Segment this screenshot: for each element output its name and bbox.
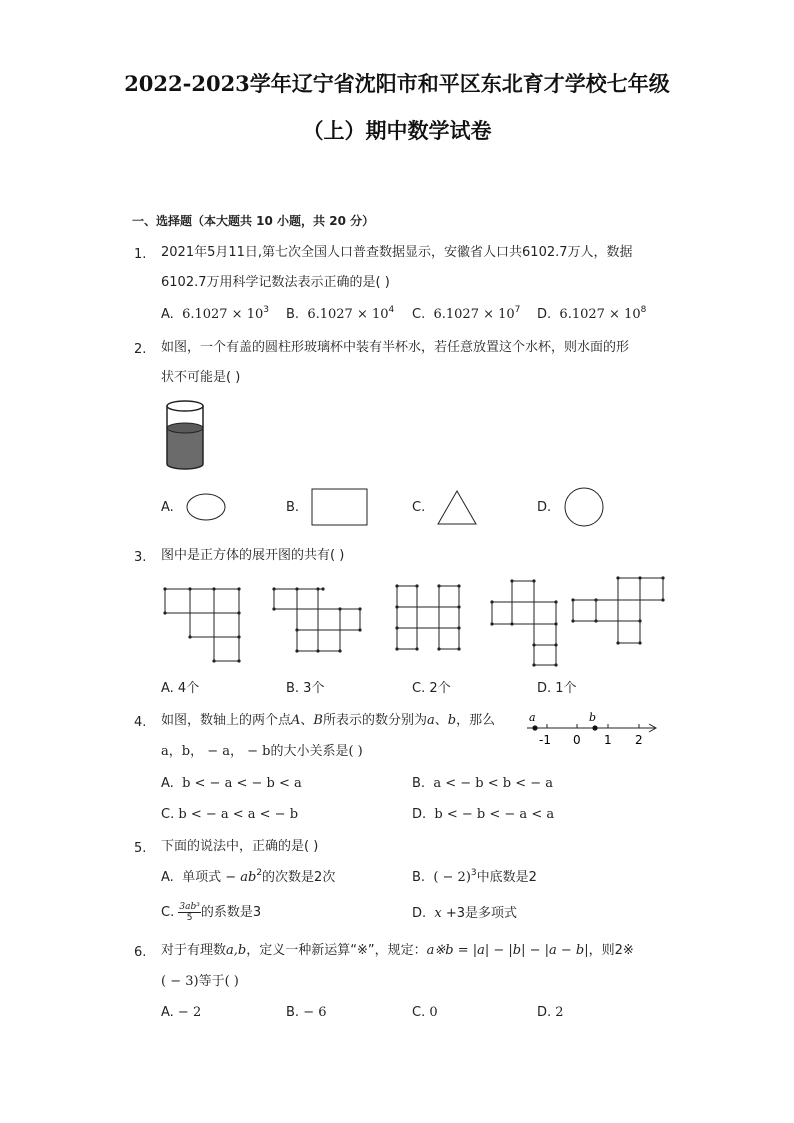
option-d[interactable]: D. 1个 [537, 681, 577, 696]
cube-net-1 [165, 589, 239, 661]
question-text: 6102.7万用科学记数法表示正确的是( ) [161, 275, 390, 290]
net-vertex [554, 600, 557, 603]
option-text: +3是多项式 [441, 906, 518, 921]
option-text: b < − a < a < − b [178, 807, 299, 822]
net-vertex [457, 647, 460, 650]
point-label: B [313, 713, 323, 728]
fraction-denominator: 5 [186, 913, 193, 923]
text-segment: 、 [434, 713, 448, 728]
option-text: b < − a < − b < a [182, 776, 302, 791]
option-text: − 2 [173, 1005, 202, 1020]
variable: x [434, 906, 442, 921]
net-vertex [457, 584, 460, 587]
variable: ab [240, 870, 257, 885]
option-a[interactable] [161, 775, 302, 793]
net-vertex [457, 605, 460, 608]
option-c[interactable]: C. 2个 [412, 681, 451, 696]
option-text: 6.1027 × 10 [433, 307, 515, 322]
option-label: C. [161, 905, 175, 920]
question-text: ( − 3)等于( ) [161, 974, 239, 989]
exponent: 7 [514, 305, 521, 315]
net-vertex [338, 607, 341, 610]
option-label: D. [537, 307, 552, 322]
cube-net-2 [274, 589, 360, 651]
net-vertex [395, 605, 398, 608]
variable: a [427, 713, 435, 728]
net-vertex [188, 587, 191, 590]
option-label: B. [412, 870, 426, 885]
option-label: A. [161, 500, 174, 515]
net-vertex [661, 576, 664, 579]
net-vertex [316, 649, 319, 652]
net-vertex [212, 587, 215, 590]
option-c[interactable] [161, 902, 261, 923]
net-vertex [237, 635, 240, 638]
option-b[interactable]: B. 3个 [286, 681, 325, 696]
net-vertex [437, 584, 440, 587]
net-vertex [212, 659, 215, 662]
net-vertex [272, 607, 275, 610]
text-segment: 如图，数轴上的两个点 [161, 713, 292, 728]
net-vertex [395, 626, 398, 629]
option-label: B. [286, 1005, 300, 1020]
exponent: 4 [388, 305, 395, 315]
option-label: A. [161, 1005, 174, 1020]
net-vertex [295, 628, 298, 631]
point-label: A [291, 713, 301, 728]
option-text: − 6 [299, 1005, 327, 1020]
net-vertex [295, 587, 298, 590]
option-label: B. [412, 776, 426, 791]
fraction [178, 902, 200, 923]
net-vertex [638, 619, 641, 622]
option-text: ( − 2) [433, 870, 471, 885]
option-label: C. [412, 1005, 426, 1020]
option-label: A. [161, 307, 174, 322]
axis-label-a: a [529, 711, 536, 724]
question-number: 5. [134, 841, 147, 856]
question-number: 3. [134, 550, 147, 565]
option-text: 6.1027 × 10 [182, 307, 264, 322]
net-vertex [457, 626, 460, 629]
net-vertex [638, 641, 641, 644]
net-vertex [510, 579, 513, 582]
exponent: 3 [263, 305, 269, 315]
tick-label: 0 [573, 733, 581, 747]
question-text [161, 712, 495, 730]
question-number: 1. [134, 247, 147, 262]
cube-net-4 [492, 581, 556, 665]
net-vertex [395, 584, 398, 587]
net-vertex [594, 619, 597, 622]
option-c[interactable] [161, 806, 298, 824]
question-text: a，b， − a， − b的大小关系是( ) [161, 744, 363, 759]
number-line [525, 708, 665, 748]
net-vertex [554, 643, 557, 646]
net-vertex [490, 600, 493, 603]
net-vertex [437, 647, 440, 650]
net-vertex [163, 611, 166, 614]
net-vertex [237, 659, 240, 662]
option-a[interactable]: A. 4个 [161, 681, 200, 696]
text-segment: ，定义一种新运算“※”，规定： [246, 943, 427, 958]
option-a[interactable] [161, 1004, 201, 1022]
option-text: b < − b < − a < a [434, 807, 555, 822]
point-a-dot [532, 725, 537, 730]
text-segment: 对于有理数 [161, 943, 227, 958]
question-text: 2021年5月11日,第七次全国人口普查数据显示，安徽省人口共6102.7万人，数据 [161, 245, 633, 260]
option-label: D. [537, 1005, 552, 1020]
section-heading: 一、选择题（本大题共 10 小题，共 20 分） [132, 214, 375, 228]
option-label: D. [412, 906, 427, 921]
axis-label-b: b [589, 711, 597, 724]
question-text: 状不可能是( ) [161, 370, 241, 385]
net-vertex [316, 587, 319, 590]
net-vertex [188, 635, 191, 638]
option-d[interactable] [537, 1004, 564, 1022]
option-b[interactable] [412, 775, 553, 793]
net-vertex [532, 663, 535, 666]
net-vertex [321, 587, 324, 590]
option-text: 单项式 − [182, 870, 241, 885]
option-label: A. [161, 776, 174, 791]
option-label: B. [286, 307, 300, 322]
exponent: 3 [470, 868, 477, 878]
question-text [161, 942, 634, 960]
net-vertex [616, 576, 619, 579]
question-text: 图中是正方体的展开图的共有( ) [161, 548, 345, 563]
variable: a,b [226, 943, 247, 958]
doc-title-line1: 2022-2023学年辽宁省沈阳市和平区东北育才学校七年级 [124, 71, 670, 96]
variable: b [447, 713, 457, 728]
net-vertex [415, 584, 418, 587]
net-vertex [395, 647, 398, 650]
net-vertex [490, 622, 493, 625]
question-text: 下面的说法中，正确的是( ) [161, 839, 319, 854]
net-vertex [358, 607, 361, 610]
net-vertex [571, 619, 574, 622]
question-text: 如图，一个有盖的圆柱形玻璃杯中装有半杯水，若任意放置这个水杯，则水面的形 [161, 340, 630, 355]
option-label: C. [412, 307, 426, 322]
option-a[interactable] [161, 869, 335, 887]
net-vertex [554, 622, 557, 625]
text-segment: ，则2※ [588, 943, 634, 958]
net-vertex [338, 649, 341, 652]
cube-net-5 [573, 578, 663, 643]
option-text: 中底数是2 [476, 870, 537, 885]
option-label: D. [412, 807, 427, 822]
text-segment: 所表示的数分别为 [322, 713, 427, 728]
point-b-dot [592, 725, 597, 730]
net-vertex [616, 641, 619, 644]
option-label: A. [161, 870, 174, 885]
text-segment: 、 [300, 713, 314, 728]
option-text: 的次数是2次 [262, 870, 336, 885]
tick-label: 1 [604, 733, 612, 747]
net-vertex [510, 622, 513, 625]
net-vertex [163, 587, 166, 590]
net-vertex [661, 598, 664, 601]
net-vertex [638, 576, 641, 579]
option-label: C. [161, 807, 175, 822]
net-vertex [237, 587, 240, 590]
option-text: 2 [555, 1005, 564, 1020]
option-text: 0 [429, 1005, 438, 1020]
net-vertex [532, 643, 535, 646]
question-number: 2. [134, 342, 147, 357]
net-vertex [532, 579, 535, 582]
option-label: D. [537, 500, 552, 515]
option-b[interactable] [412, 869, 537, 887]
option-d[interactable] [412, 905, 517, 923]
option-label: B. [286, 500, 300, 515]
net-vertex [295, 649, 298, 652]
net-vertex [358, 628, 361, 631]
net-vertex [415, 647, 418, 650]
exponent: 8 [640, 305, 647, 315]
net-vertex [554, 663, 557, 666]
net-vertex [272, 587, 275, 590]
option-d[interactable] [412, 806, 554, 824]
option-c[interactable] [412, 1004, 438, 1022]
option-b[interactable] [286, 1004, 327, 1022]
net-vertex [237, 611, 240, 614]
option-text: 6.1027 × 10 [559, 307, 641, 322]
cube-net-3 [397, 586, 459, 649]
net-vertex [594, 598, 597, 601]
option-text: 的系数是3 [200, 905, 262, 920]
net-vertex [571, 598, 574, 601]
question-number: 6. [134, 945, 147, 960]
exponent: 2 [256, 868, 263, 878]
option-text: a < − b < b < − a [433, 776, 553, 791]
text-segment: ，那么 [456, 713, 496, 728]
formula: a※b = |a| − |b| − |a − b| [426, 943, 589, 958]
option-label: C. [412, 500, 426, 515]
option-text: 6.1027 × 10 [307, 307, 389, 322]
fraction-numerator: 3ab³ [179, 902, 200, 912]
tick-label: 2 [635, 733, 643, 747]
tick-label: -1 [539, 733, 551, 747]
doc-title-line2: （上）期中数学试卷 [302, 118, 492, 143]
question-number: 4. [134, 715, 147, 730]
